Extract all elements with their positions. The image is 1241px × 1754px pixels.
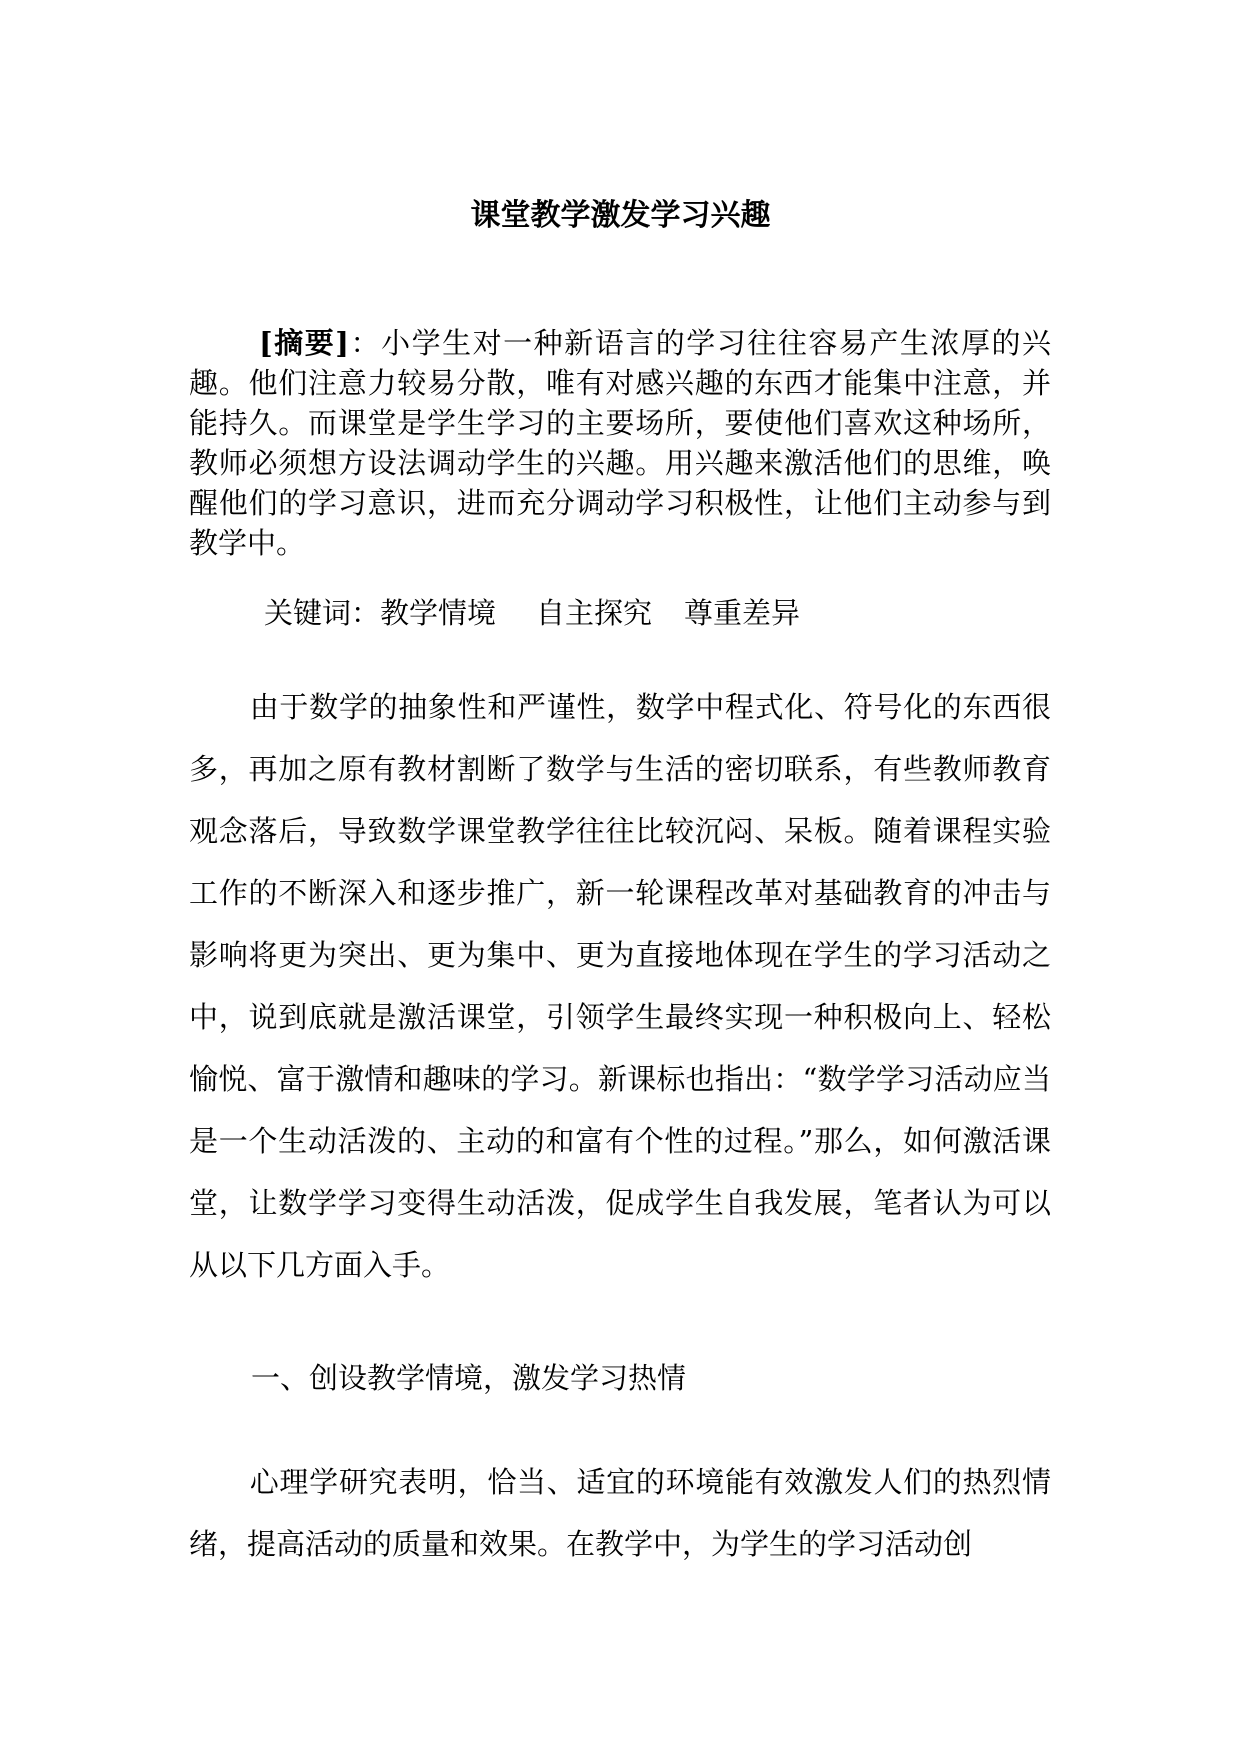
body-paragraph-text: 由于数学的抽象性和严谨性，数学中程式化、符号化的东西很多，再加之原有教材割断了数学与生活的密切联系，有些教师教育观念落后，导致数学课堂教学往往比较沉闷、呆板。随着课程实验工作的不断深入和逐步推广，新一轮课程改革对基础教育的冲击与影响将更为突出、更为集中、更为直接地体现在学生的学习活动之中，说到底就是激活课堂，引领学生最终实现一种积极向上、轻松愉悦、富于激情和趣味的学习。新课标也指出：“数学学习活动应当是一个生动活泼的、主动的和富有个性的过程。”那么，如何激活课堂，让数学学习变得生动活泼，促成学生自我发展，笔者认为可以从以下几方面入手。 <box>189 690 1051 1282</box>
body-paragraph-text: 心理学研究表明，恰当、适宜的环境能有效激发人们的热烈情绪，提高活动的质量和效果。在教学中，为学生的学习活动创 <box>189 1465 1051 1561</box>
body-paragraph <box>189 1451 1051 1575</box>
keywords-label: 关键词： <box>264 596 381 630</box>
section-heading: 一、创设教学情境，激发学习热情 <box>251 1361 687 1395</box>
keyword-item: 尊重差异 <box>684 596 801 630</box>
abstract-label: [摘要] <box>259 326 350 360</box>
abstract-paragraph <box>189 323 1051 563</box>
abstract-text: 小学生对一种新语言的学习往往容易产生浓厚的兴趣。他们注意力较易分散，唯有对感兴趣的东西才能集中注意，并能持久。而课堂是学生学习的主要场所，要使他们喜欢这种场所，教师必须想方设法调动学生的兴趣。用兴趣来激活他们的思维，唤醒他们的学习意识，进而充分调动学习积极性，让他们主动参与到教学中。 <box>189 326 1051 560</box>
keyword-item: 教学情境 <box>380 596 497 630</box>
keyword-item: 自主探究 <box>536 596 653 630</box>
document-title: 课堂教学激发学习兴趣 <box>470 198 771 233</box>
abstract-separator: ： <box>349 326 382 360</box>
body-paragraph <box>189 676 1051 1296</box>
keywords-line <box>264 593 800 633</box>
